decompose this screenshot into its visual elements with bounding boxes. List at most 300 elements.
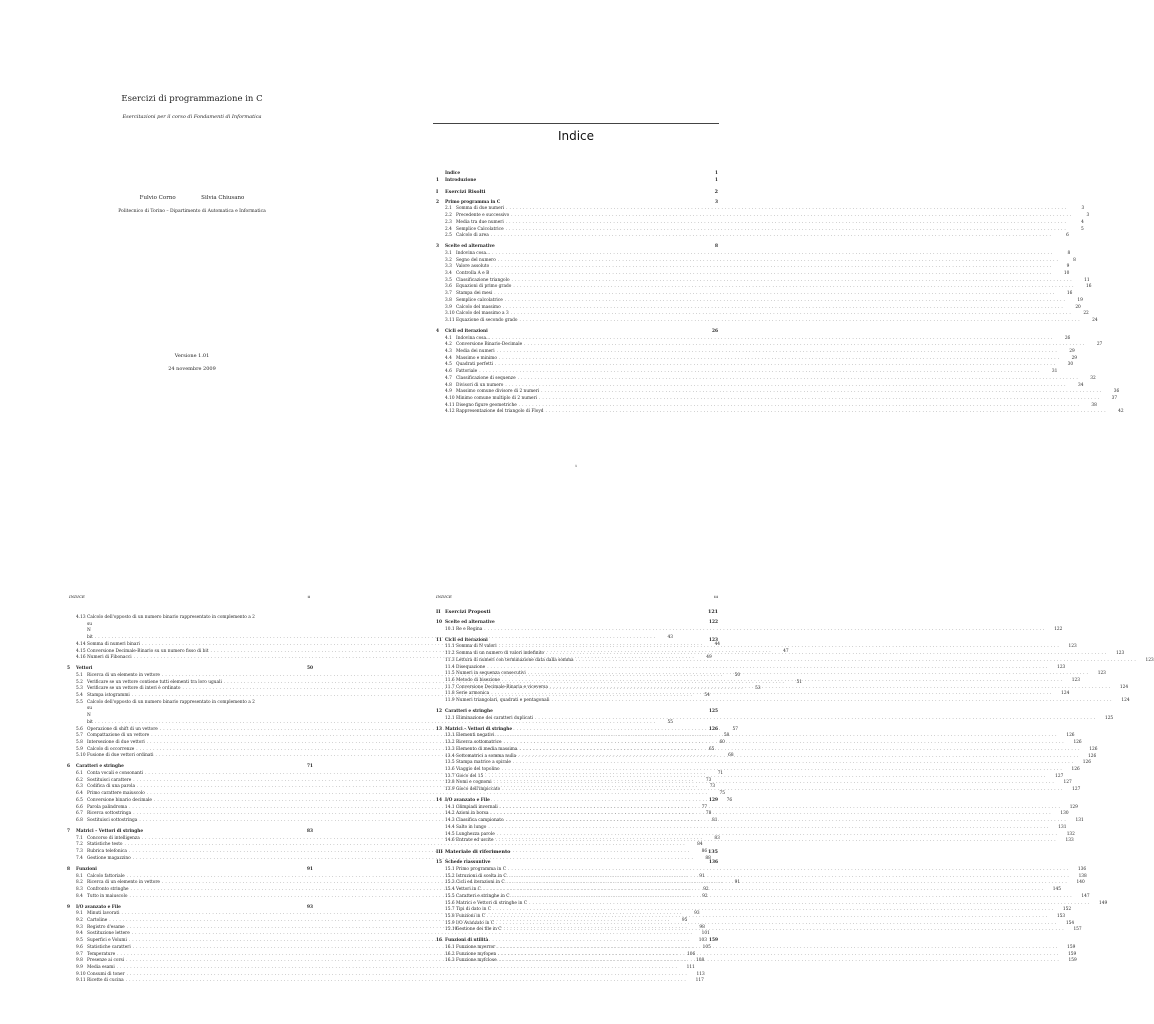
toc-section-entry[interactable] bbox=[436, 317, 1098, 325]
toc-section-entry[interactable] bbox=[436, 206, 1085, 213]
toc-section-entry[interactable] bbox=[436, 893, 1090, 901]
toc-number: 3.1 bbox=[445, 250, 452, 256]
toc-section-entry[interactable] bbox=[436, 369, 1058, 376]
toc-page: 111 bbox=[686, 964, 695, 970]
toc-title: Rubrica telefonica bbox=[87, 849, 127, 855]
toc-title: Ricerca sottomatrice bbox=[456, 740, 502, 746]
toc-title: Divisori di un numero bbox=[456, 382, 504, 388]
toc-title: Calcolo del massimo a 3 bbox=[456, 311, 509, 317]
toc-title: Ricerca sottostringa bbox=[87, 811, 132, 817]
toc-leader bbox=[541, 389, 1103, 396]
toc-title: Somma di N valori bbox=[456, 644, 497, 650]
toc-number: 5.5 bbox=[76, 699, 83, 705]
toc-number: 11 bbox=[436, 637, 442, 643]
toc-chapter-entry[interactable] bbox=[436, 200, 718, 207]
toc-page: 92 bbox=[702, 893, 708, 899]
toc-number: 8 bbox=[67, 866, 70, 872]
toc-page: 6 bbox=[1066, 233, 1069, 239]
toc-title: Cicli ed iterazioni in C bbox=[456, 880, 505, 886]
toc-page: 34 bbox=[1078, 382, 1084, 388]
toc-section-entry[interactable] bbox=[436, 335, 1071, 343]
toc-page: 84 bbox=[697, 842, 703, 848]
toc-section-entry[interactable] bbox=[436, 409, 1124, 416]
toc-title: Salto in lungo bbox=[456, 824, 487, 830]
toc-number: 11.4 bbox=[445, 664, 455, 670]
toc-number: 15.2 bbox=[445, 873, 455, 879]
toc-title: Conta vocali e consonanti bbox=[87, 771, 144, 777]
toc-section-entry[interactable] bbox=[436, 907, 1072, 914]
toc-heading: Indice bbox=[557, 129, 595, 143]
toc-section-entry[interactable] bbox=[436, 777, 1072, 787]
toc-title: Funzioni in C bbox=[456, 913, 486, 919]
toc-page: 44 bbox=[714, 641, 721, 647]
toc-page: 126 bbox=[709, 726, 718, 732]
toc-number: 6.6 bbox=[76, 804, 83, 810]
toc-section-entry[interactable] bbox=[436, 951, 1077, 959]
toc-number: 9.2 bbox=[76, 918, 83, 924]
toc-page: 103 bbox=[698, 938, 707, 944]
toc-section-entry[interactable] bbox=[436, 691, 1070, 698]
toc-page: 126 bbox=[1066, 733, 1075, 739]
toc-page: 55 bbox=[667, 719, 673, 725]
toc-leader bbox=[506, 818, 1068, 825]
toc-number: 5.4 bbox=[76, 693, 83, 699]
toc-page: 1 bbox=[715, 171, 718, 176]
author-name: Fulvio Corno bbox=[139, 195, 176, 201]
toc-page: 129 bbox=[709, 798, 718, 804]
toc-title: Eliminazione dei caratteri duplicati bbox=[456, 715, 534, 721]
toc-title: Massimo comune divisore di 2 numeri bbox=[456, 389, 540, 395]
toc-section-entry[interactable] bbox=[436, 375, 1096, 383]
heading-rule bbox=[433, 123, 719, 124]
toc-section-entry[interactable] bbox=[436, 213, 1090, 220]
author-name: Silvia Chiusano bbox=[201, 195, 245, 201]
toc-section-entry[interactable] bbox=[67, 931, 710, 938]
toc-title: Ricette di cucina bbox=[87, 978, 124, 984]
toc-title: Conversione Decimale-Binaria e viceversa bbox=[456, 684, 548, 690]
toc-page: 26 bbox=[1064, 335, 1071, 341]
toc-title: Stampa dei mesi bbox=[456, 291, 493, 297]
toc-page: 91 bbox=[699, 873, 705, 879]
toc-page: 153 bbox=[1056, 913, 1066, 919]
toc-page: 123 bbox=[1116, 651, 1125, 657]
toc-title: Nomi e cognomi bbox=[456, 780, 492, 786]
toc-chapter-entry[interactable] bbox=[436, 849, 718, 856]
toc-page: 108 bbox=[696, 958, 705, 964]
toc-number: 16.1 bbox=[445, 945, 455, 951]
toc-leader bbox=[485, 774, 1047, 781]
toc-page: 8 bbox=[715, 244, 718, 250]
toc-number: 15.10 bbox=[445, 927, 458, 933]
toc-number: 11.9 bbox=[445, 698, 455, 704]
toc-section-entry[interactable] bbox=[67, 615, 313, 622]
toc-chapter-entry[interactable] bbox=[67, 829, 313, 836]
toc-page: 77 bbox=[701, 804, 708, 810]
toc-section-entry[interactable] bbox=[67, 791, 725, 798]
toc-number: 4.10 bbox=[445, 395, 455, 401]
toc-leader bbox=[576, 658, 1138, 665]
toc-section-entry[interactable] bbox=[436, 271, 1070, 278]
toc-page: 76 bbox=[726, 797, 733, 803]
toc-section-entry[interactable] bbox=[436, 924, 1082, 934]
toc-page: 51 bbox=[796, 679, 802, 685]
toc-number: 3 bbox=[436, 244, 439, 250]
toc-section-entry[interactable] bbox=[436, 698, 1130, 705]
toc-chapter-entry[interactable] bbox=[436, 171, 718, 178]
toc-chapter-entry[interactable] bbox=[436, 798, 718, 805]
toc-title: Esercizi Risolti bbox=[445, 188, 486, 195]
toc-title: Parola palindroma bbox=[87, 804, 128, 810]
toc-title: Funzioni di utilità bbox=[445, 938, 489, 944]
toc-page: 8 bbox=[1073, 257, 1076, 263]
toc-section-entry[interactable] bbox=[436, 264, 1070, 271]
toc-section-entry[interactable] bbox=[436, 873, 1087, 881]
toc-chapter-entry[interactable] bbox=[436, 860, 718, 867]
toc-section-entry[interactable] bbox=[436, 226, 1084, 234]
toc-section-entry[interactable] bbox=[67, 842, 703, 849]
toc-leader bbox=[502, 767, 1064, 774]
toc-title: Disegno figure geometriche bbox=[456, 402, 517, 408]
toc-page: 122 bbox=[709, 620, 718, 625]
toc-title: Primo programma in C bbox=[445, 199, 501, 205]
toc-page: 145 bbox=[1052, 887, 1061, 893]
toc-page: 126 bbox=[1089, 746, 1098, 752]
toc-section-entry[interactable] bbox=[436, 284, 1092, 291]
toc-number: 6.7 bbox=[76, 811, 83, 817]
toc-title: Classificazione di sequenze bbox=[456, 375, 516, 381]
toc-chapter-entry[interactable] bbox=[436, 709, 718, 716]
toc-number: 15.5 bbox=[445, 893, 455, 899]
toc-page: 75 bbox=[719, 791, 725, 797]
toc-title: su N bit bbox=[87, 706, 93, 725]
toc-leader bbox=[505, 298, 1067, 305]
toc-leader bbox=[528, 671, 1090, 678]
toc-section-entry[interactable] bbox=[436, 804, 1078, 812]
toc-number: 2 bbox=[436, 199, 439, 205]
toc-title: Media dei numeri bbox=[456, 349, 495, 355]
toc-leader bbox=[498, 952, 1060, 959]
toc-number: 4.11 bbox=[445, 402, 455, 408]
toc-number: 8.3 bbox=[76, 886, 83, 892]
toc-number: 3.11 bbox=[445, 317, 455, 323]
toc-leader bbox=[488, 825, 1050, 832]
toc-title: Olimpiadi invernali bbox=[456, 804, 498, 810]
toc-page: 98 bbox=[699, 924, 705, 930]
toc-page: 68 bbox=[728, 753, 734, 759]
toc-section-entry[interactable] bbox=[436, 945, 1076, 952]
toc-chapter-entry[interactable] bbox=[436, 727, 718, 734]
toc-section-entry[interactable] bbox=[436, 304, 1081, 312]
toc-page: 105 bbox=[702, 944, 711, 950]
toc-page: 113 bbox=[696, 971, 705, 977]
toc-title: Consumi di toner bbox=[87, 971, 125, 977]
toc-page: 147 bbox=[1081, 893, 1090, 899]
toc-section-entry[interactable] bbox=[436, 349, 1075, 356]
toc-section-entry[interactable] bbox=[436, 900, 1108, 908]
toc-leader bbox=[524, 342, 1086, 349]
toc-section-entry[interactable] bbox=[436, 297, 1083, 305]
toc-section-entry[interactable] bbox=[436, 342, 1103, 349]
toc-section-entry[interactable] bbox=[436, 257, 1076, 265]
toc-leader bbox=[492, 251, 1054, 258]
toc-title: Temperature bbox=[87, 951, 116, 957]
toc-title: Conversione binario decimale bbox=[87, 797, 152, 803]
toc-number: III bbox=[436, 849, 443, 856]
toc-title: I/O Avanzato in C bbox=[456, 920, 495, 926]
toc-number: 5.8 bbox=[76, 739, 83, 745]
toc-number: 11.2 bbox=[445, 651, 455, 657]
toc-section-entry[interactable] bbox=[436, 913, 1066, 921]
toc-leader bbox=[499, 958, 1061, 965]
toc-number: 10.1 bbox=[445, 626, 455, 632]
toc-number: 9.3 bbox=[76, 924, 83, 930]
toc-title: Cicli ed iterazioni bbox=[445, 637, 488, 643]
toc-title: Confronto stringhe bbox=[87, 886, 129, 892]
toc-page: 131 bbox=[1075, 818, 1084, 824]
toc-page: 20 bbox=[1075, 304, 1081, 310]
toc-page: 135 bbox=[707, 849, 718, 856]
toc-page: 133 bbox=[1065, 838, 1074, 844]
toc-number: 4.14 bbox=[76, 641, 86, 647]
toc-chapter-entry[interactable] bbox=[436, 609, 718, 616]
toc-page: 29 bbox=[1071, 355, 1078, 361]
toc-leader bbox=[504, 740, 1066, 747]
toc-number: 16 bbox=[436, 938, 442, 944]
toc-section-entry[interactable] bbox=[436, 402, 1097, 410]
toc-title: Registro d'esame bbox=[87, 924, 125, 930]
toc-leader bbox=[509, 874, 1071, 881]
toc-title: Numeri triangolari, quadrati e pentagonali bbox=[456, 698, 550, 704]
toc-section-entry[interactable] bbox=[67, 964, 695, 972]
toc-chapter-entry[interactable] bbox=[67, 905, 313, 912]
toc-page: 83 bbox=[714, 835, 720, 841]
toc-chapter-entry[interactable] bbox=[67, 764, 313, 771]
toc-page: 91 bbox=[307, 866, 313, 872]
toc-title: Re e Regina bbox=[456, 626, 483, 632]
toc-number: 5.6 bbox=[76, 726, 83, 732]
toc-title: Metodo di bisezione bbox=[456, 677, 500, 683]
toc-number: II bbox=[436, 609, 441, 615]
toc-title: Sottomatrici a somma nulla bbox=[456, 753, 517, 759]
toc-page: 157 bbox=[1073, 927, 1082, 933]
toc-chapter-entry[interactable] bbox=[436, 620, 718, 627]
toc-page: 129 bbox=[1069, 804, 1078, 810]
toc-title: Lunghezza parole bbox=[456, 831, 495, 837]
toc-leader bbox=[505, 383, 1067, 390]
toc-section-entry[interactable] bbox=[436, 958, 1077, 965]
toc-title: Valore assoluto bbox=[456, 264, 490, 270]
toc-number: 2.4 bbox=[445, 226, 452, 232]
toc-section-entry[interactable] bbox=[436, 362, 1074, 369]
toc-number: 11.1 bbox=[445, 644, 455, 650]
toc-section-entry[interactable] bbox=[436, 811, 1069, 818]
toc-section-entry[interactable] bbox=[436, 746, 1098, 754]
toc-title: Statistiche caratteri bbox=[87, 944, 131, 950]
toc-number: 4.12 bbox=[445, 409, 455, 415]
toc-section-entry[interactable] bbox=[436, 920, 1075, 928]
toc-title: Indovina cosa... bbox=[456, 335, 491, 341]
toc-leader bbox=[511, 213, 1073, 220]
toc-title: Introduzione bbox=[445, 177, 477, 183]
toc-title: Istruzioni di scelta in C bbox=[456, 873, 507, 879]
toc-title: Compattazione di un vettore bbox=[87, 733, 150, 739]
toc-leader bbox=[506, 220, 1068, 227]
toc-number: 15.4 bbox=[445, 887, 455, 893]
toc-leader bbox=[479, 369, 1041, 376]
toc-number: 6.1 bbox=[76, 771, 83, 777]
toc-page: 78 bbox=[705, 811, 712, 817]
toc-title: Stampa istogrammi bbox=[87, 693, 130, 699]
toc-title: Calcolo di area bbox=[456, 233, 489, 239]
toc-chapter-entry[interactable] bbox=[436, 189, 718, 196]
toc-number: 15.3 bbox=[445, 880, 455, 886]
toc-title: Vettori in C bbox=[456, 887, 481, 893]
toc-page: 30 bbox=[1067, 362, 1074, 368]
toc-number: 5.2 bbox=[76, 679, 83, 685]
toc-title: Calcolo dell'opposto di un numero binario rappresentato in complemento a 2 bbox=[87, 615, 255, 620]
toc-title: Caratteri e stringhe bbox=[445, 709, 493, 715]
toc-chapter-entry[interactable] bbox=[436, 178, 718, 185]
toc-page: 127 bbox=[1055, 773, 1064, 779]
date: 24 novembre 2009 bbox=[168, 366, 216, 372]
toc-section-entry[interactable] bbox=[436, 626, 1063, 634]
toc-chapter-entry[interactable] bbox=[67, 867, 313, 874]
toc-section-entry[interactable] bbox=[436, 715, 1114, 723]
toc-number: 3.8 bbox=[445, 297, 452, 303]
toc-section-entry[interactable] bbox=[67, 700, 313, 707]
toc-number: 4.8 bbox=[445, 382, 452, 388]
toc-title: Verificare se un vettore di interi è ordinato bbox=[87, 686, 181, 692]
toc-number: 6 bbox=[67, 764, 70, 770]
toc-chapter-entry[interactable] bbox=[436, 329, 718, 336]
toc-number: 7 bbox=[67, 828, 70, 834]
running-header: INDICE bbox=[69, 594, 85, 599]
toc-section-entry[interactable] bbox=[67, 971, 705, 979]
toc-number: 3.3 bbox=[445, 264, 452, 270]
toc-title: Gioco dell'impiccato bbox=[456, 787, 501, 793]
toc-chapter-entry[interactable] bbox=[436, 638, 718, 645]
toc-page: 126 bbox=[1088, 753, 1097, 759]
toc-page: 65 bbox=[708, 746, 715, 752]
toc-section-entry[interactable] bbox=[436, 355, 1078, 363]
toc-leader bbox=[487, 914, 1049, 921]
toc-number: 14.2 bbox=[445, 811, 455, 817]
toc-number: 6.5 bbox=[76, 797, 83, 803]
toc-page: 26 bbox=[712, 328, 718, 334]
toc-section-entry[interactable] bbox=[436, 233, 1069, 240]
toc-title: Fusione di due vettori ordinati bbox=[87, 753, 154, 759]
toc-title: Intersezione di due vettori bbox=[87, 739, 145, 745]
toc-section-entry[interactable] bbox=[67, 978, 704, 985]
toc-number: 3.7 bbox=[445, 291, 452, 297]
toc-number: 8.4 bbox=[76, 893, 83, 899]
toc-section-entry[interactable] bbox=[436, 219, 1084, 227]
toc-section-entry[interactable] bbox=[436, 866, 1087, 874]
toc-section-entry[interactable] bbox=[436, 311, 1089, 318]
toc-leader bbox=[491, 264, 1053, 271]
toc-number: 11.6 bbox=[445, 677, 455, 683]
toc-page: 19 bbox=[1077, 297, 1083, 303]
toc-page: 50 bbox=[307, 666, 313, 672]
toc-page: 38 bbox=[1091, 402, 1097, 408]
toc-number: 15 bbox=[436, 860, 442, 866]
toc-title: Viaggio del topolino bbox=[456, 766, 500, 772]
toc-leader bbox=[507, 880, 1069, 887]
toc-leader bbox=[496, 921, 1058, 928]
toc-title: Matrici – Vettori di stringhe bbox=[445, 726, 513, 732]
toc-title: Tipi di dato in C bbox=[456, 907, 492, 913]
toc-page: 159 bbox=[709, 938, 718, 944]
toc-number: 13.7 bbox=[445, 773, 455, 779]
toc-page: 131 bbox=[1058, 824, 1067, 830]
toc-chapter-entry[interactable] bbox=[436, 938, 718, 945]
toc-title: Cicli ed iterazioni bbox=[445, 328, 488, 334]
toc-chapter-entry[interactable] bbox=[436, 244, 718, 251]
toc-number: 9.4 bbox=[76, 931, 83, 937]
toc-title: Fattoriale bbox=[456, 369, 478, 375]
toc-section-entry[interactable] bbox=[436, 664, 1066, 672]
toc-title: Presenze ai corsi bbox=[87, 958, 125, 964]
toc-number: 5.1 bbox=[76, 672, 83, 678]
toc-leader bbox=[506, 206, 1068, 213]
toc-leader bbox=[512, 894, 1074, 901]
toc-title: Serie armonica bbox=[456, 691, 490, 697]
toc-page: 92 bbox=[703, 886, 709, 892]
toc-title: Equazioni di primo grado bbox=[456, 284, 512, 290]
toc-section-entry[interactable] bbox=[436, 389, 1120, 396]
toc-chapter-entry[interactable] bbox=[67, 666, 313, 673]
toc-number: 8.1 bbox=[76, 873, 83, 879]
toc-page: 154 bbox=[1065, 920, 1075, 926]
toc-leader bbox=[550, 685, 1112, 692]
toc-section-entry[interactable] bbox=[436, 277, 1090, 285]
toc-page: 91 bbox=[734, 880, 741, 886]
toc-title: Numeri in sequenza consecutivi bbox=[456, 671, 526, 677]
toc-leader bbox=[518, 754, 1080, 761]
toc-number: 15.7 bbox=[445, 907, 455, 913]
toc-leader bbox=[519, 747, 1081, 754]
toc-section-entry[interactable] bbox=[436, 657, 1154, 665]
toc-number: 6.2 bbox=[76, 777, 83, 783]
toc-section-entry[interactable] bbox=[436, 395, 1118, 403]
toc-page: 9 bbox=[1066, 264, 1070, 270]
toc-title: Somma di numeri binari bbox=[87, 641, 140, 647]
toc-section-entry[interactable] bbox=[436, 818, 1084, 825]
toc-number: 9.9 bbox=[76, 964, 83, 970]
toc-page: 126 bbox=[1071, 766, 1080, 772]
toc-page: 60 bbox=[719, 739, 725, 745]
toc-section-entry[interactable] bbox=[436, 824, 1067, 832]
toc-number: 13.2 bbox=[445, 740, 455, 746]
toc-section-entry[interactable] bbox=[436, 887, 1061, 894]
toc-title: Classifica campionato bbox=[456, 818, 504, 824]
toc-page: 58 bbox=[723, 733, 730, 739]
toc-section-entry[interactable] bbox=[436, 382, 1084, 390]
toc-section-entry[interactable] bbox=[436, 250, 1071, 258]
toc-leader bbox=[496, 835, 1058, 845]
toc-title: Media esami bbox=[87, 964, 115, 970]
toc-section-entry[interactable] bbox=[436, 291, 1073, 298]
toc-section-entry[interactable] bbox=[436, 760, 1091, 767]
toc-page: 3 bbox=[1086, 213, 1090, 219]
toc-number: 5 bbox=[67, 666, 70, 672]
toc-title: Superfici e Volumi bbox=[87, 938, 127, 944]
toc-title: Funzioni bbox=[76, 866, 97, 872]
toc-title: Numeri di Fibonacci bbox=[87, 655, 132, 661]
toc-page: 73 bbox=[709, 784, 716, 790]
toc-title: Indovina cosa... bbox=[456, 250, 491, 256]
toc-title: I/O avanzato e File bbox=[76, 904, 121, 910]
